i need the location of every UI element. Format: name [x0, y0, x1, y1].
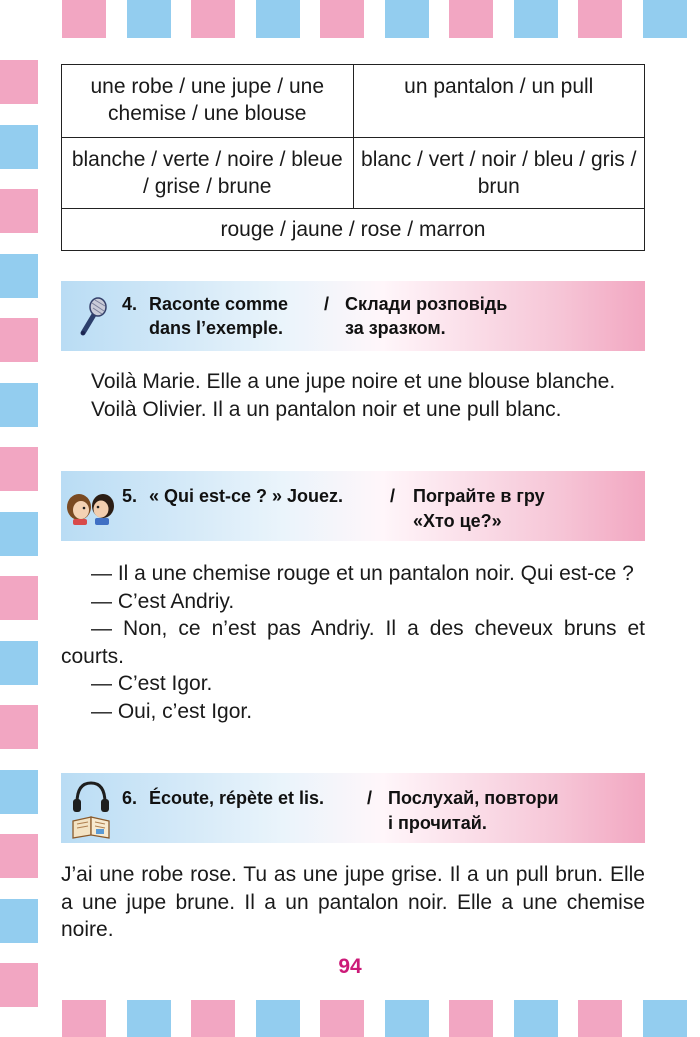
- separator: /: [390, 486, 396, 506]
- border-square: [320, 0, 364, 38]
- border-square: [0, 60, 38, 104]
- border-square: [0, 576, 38, 620]
- instruction-ukrainian-line2: і прочитай.: [388, 813, 487, 833]
- border-square: [256, 1000, 300, 1037]
- border-square: [127, 0, 171, 38]
- exercise-6-text: J’ai une robe rose. Tu as une jupe grise. Il a un pull brun. Elle a une jupe brune. Il a un pantalon noir. Elle a une chemise noire.: [61, 863, 645, 941]
- table-cell: blanc / vert / noir / bleu / gris / brun: [353, 138, 645, 209]
- instruction-french-line1: « Qui est-ce ? » Jouez.: [149, 486, 344, 506]
- text-line: Voilà Olivier. Il a un pantalon noir et une pull blanc.: [91, 397, 562, 421]
- table-cell: blanche / verte / noire / bleue / grise / brune: [62, 138, 354, 209]
- border-square: [514, 1000, 558, 1037]
- border-square: [449, 1000, 493, 1037]
- border-square: [385, 0, 429, 38]
- dialogue-line: — Non, ce n’est pas Andriy. Il a des cheveux bruns et courts.: [61, 617, 645, 668]
- table-cell: rouge / jaune / rose / marron: [62, 209, 645, 251]
- exercise-4-text: [61, 368, 645, 423]
- instruction-ukrainian-line1: Склади розповідь: [345, 294, 508, 314]
- children-talking-icon: [65, 487, 117, 532]
- border-square: [320, 1000, 364, 1037]
- border-square: [0, 383, 38, 427]
- table-cell: un pantalon / un pull: [353, 65, 645, 138]
- headphones-book-icon: [69, 777, 113, 844]
- border-square: [643, 1000, 687, 1037]
- border-square: [385, 1000, 429, 1037]
- border-square: [0, 641, 38, 685]
- border-square: [0, 705, 38, 749]
- border-square: [191, 1000, 235, 1037]
- border-square: [449, 0, 493, 38]
- exercise-number: 5.: [122, 486, 138, 506]
- instruction-ukrainian-line2: «Хто це?»: [413, 511, 502, 531]
- border-square: [62, 0, 106, 38]
- separator: /: [367, 788, 373, 808]
- dialogue-line: — Oui, c’est Igor.: [91, 699, 253, 723]
- instruction-ukrainian-line1: Пограйте в гру: [413, 486, 545, 506]
- instruction-french-line2: dans l’exemple.: [149, 318, 284, 338]
- border-square: [643, 0, 687, 38]
- table-row: [62, 209, 645, 251]
- table-cell: une robe / une jupe / une chemise / une blouse: [62, 65, 354, 138]
- border-square: [0, 318, 38, 362]
- border-square: [0, 512, 38, 556]
- text-line: Voilà Marie. Elle a une jupe noire et une blouse blanche.: [91, 370, 616, 393]
- border-square: [256, 0, 300, 38]
- exercise-number: 4.: [122, 294, 138, 314]
- border-square: [0, 447, 38, 491]
- exercise-5-dialogue: [61, 560, 645, 725]
- exercise-4-banner: [61, 281, 645, 351]
- vocabulary-table: [61, 64, 645, 251]
- exercise-5-banner: [61, 471, 645, 541]
- microphone-icon: [75, 295, 109, 342]
- border-square: [191, 0, 235, 38]
- page-number: 94: [338, 955, 362, 978]
- exercise-number: 6.: [122, 788, 138, 808]
- table-row: [62, 138, 645, 209]
- border-square: [62, 1000, 106, 1037]
- border-square: [0, 899, 38, 943]
- dialogue-line: — C’est Andriy.: [91, 589, 235, 613]
- border-square: [578, 0, 622, 38]
- border-square: [0, 770, 38, 814]
- exercise-6-banner: [61, 773, 645, 843]
- border-square: [127, 1000, 171, 1037]
- border-square: [0, 125, 38, 169]
- table-row: [62, 65, 645, 138]
- separator: /: [324, 294, 330, 314]
- border-square: [578, 1000, 622, 1037]
- border-square: [514, 0, 558, 38]
- instruction-french-line1: Écoute, répète et lis.: [149, 788, 325, 808]
- instruction-french-line1: Raconte comme: [149, 294, 289, 314]
- dialogue-line: — C’est Igor.: [91, 672, 213, 695]
- instruction-ukrainian-line2: за зразком.: [345, 318, 446, 338]
- instruction-ukrainian-line1: Послухай, повтори: [388, 788, 559, 808]
- border-square: [0, 254, 38, 298]
- border-square: [0, 189, 38, 233]
- dialogue-line: — Il a une chemise rouge et un pantalon noir. Qui est-ce ?: [91, 562, 634, 585]
- border-square: [0, 834, 38, 878]
